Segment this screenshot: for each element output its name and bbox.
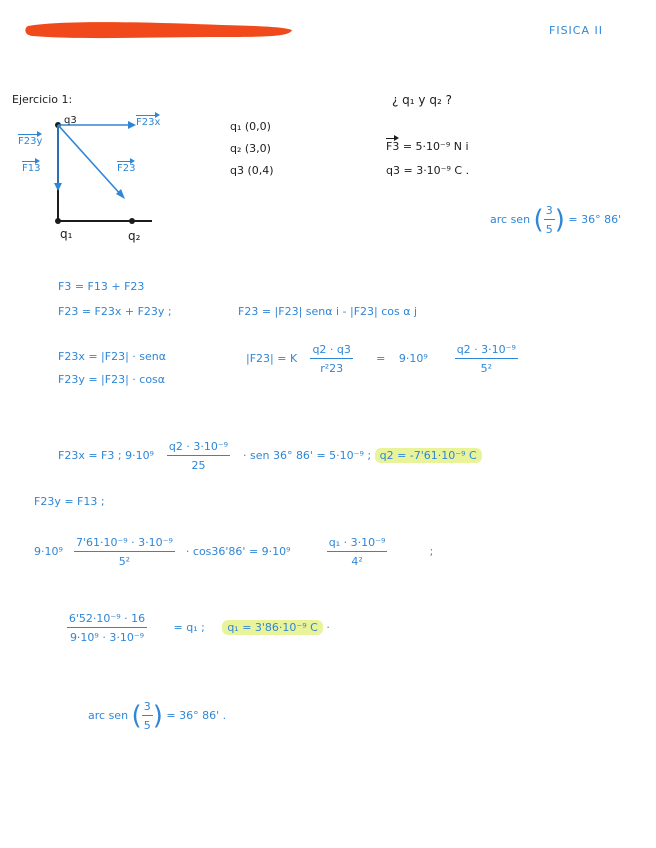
- given-f3: F3 = 5·10⁻⁹ N i: [386, 140, 469, 153]
- angle-calc-top: arc sen ( $\frac{3}{5}$ ) = 36° 86': [490, 204, 622, 236]
- coord-q2: q₂ (3,0): [230, 142, 271, 155]
- result-q1: q₁ = 3'86·10⁻⁹ C: [222, 620, 323, 635]
- eq-f3-sum: F3 = F13 + F23: [58, 280, 145, 293]
- diagram-q3-label: q3: [64, 115, 77, 126]
- eq-f23x-def: F23x = |F23| · senα: [58, 350, 166, 363]
- force-diagram: [12, 108, 182, 248]
- diagram-f13-label: F13: [22, 163, 41, 174]
- exercise-title: Ejercicio 1:: [12, 93, 73, 106]
- eq-f23-vector: F23 = |F23| senα i - |F23| cos α j: [238, 305, 418, 318]
- eq-f23x-solve: F23x = F3 ; 9·10⁹ $\frac{\text{q2 · 3·10⁻⁹}}{25}$ · sen 36° 86' = 5·10⁻⁹ ; q2 = -7'61·10⁻⁹ C: [58, 440, 482, 472]
- f23-arrow: [58, 125, 122, 196]
- charge-q2-dot: [129, 218, 135, 224]
- highlighter-stroke: [22, 14, 298, 44]
- coord-q3: q3 (0,4): [230, 164, 274, 177]
- diagram-f23-label: F23: [117, 163, 136, 174]
- eq-f23y-equals-f13: F23y = F13 ;: [34, 495, 105, 508]
- charge-q1-dot: [55, 218, 61, 224]
- eq-f23-components: F23 = F23x + F23y ;: [58, 305, 172, 318]
- diagram-f23y-label: F23y: [18, 136, 43, 147]
- eq-coulomb: |F23| = K $\frac{q2 \cdot q3}{\text{r²23}}$ = 9·10⁹ $\frac{\text{q2 · 3·10⁻⁹}}{\text{5²}}$: [246, 343, 516, 375]
- angle-calc-bottom: arc sen ( $\frac{3}{5}$ ) = 36° 86' .: [88, 700, 227, 732]
- eq-f23y-def: F23y = |F23| · cosα: [58, 373, 166, 386]
- eq-q1-result: $\frac{\text{6'52·10⁻⁹ · 16}}{\text{9·10⁹ · 3·10⁻⁹}}$ = q₁ ; q₁ = 3'86·10⁻⁹ C ·: [68, 612, 330, 644]
- diagram-q2-label: q₂: [128, 229, 141, 243]
- diagram-f23x-label: F23x: [136, 117, 161, 128]
- given-q3: q3 = 3·10⁻⁹ C .: [386, 164, 470, 177]
- result-q2: q2 = -7'61·10⁻⁹ C: [375, 448, 482, 463]
- coord-q1: q₁ (0,0): [230, 120, 271, 133]
- question-text: ¿ q₁ y q₂ ?: [392, 93, 452, 107]
- eq-q1-solve: 9·10⁹ $\frac{\text{7'61·10⁻⁹ · 3·10⁻⁹}}{\text{5²}}$ · cos36'86' = 9·10⁹ $\frac{\text{q₁ · 3·10⁻⁹}}{\text{4²}}$ ;: [34, 536, 434, 568]
- course-title: FISICA II: [549, 24, 603, 37]
- diagram-q1-label: q₁: [60, 227, 73, 241]
